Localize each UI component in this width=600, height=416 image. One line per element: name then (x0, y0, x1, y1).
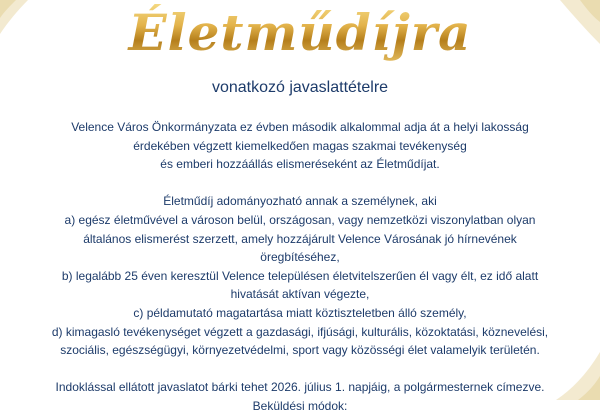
intro-line: és emberi hozzáállás elismeréseként az Életműdíjat. (160, 157, 440, 172)
criteria-line: szociális, egészségügyi, környezetvédelmi, sport vagy közösségi élet valamelyik területén. (60, 343, 540, 358)
criteria-line: hivatását aktívan végezte, (230, 287, 370, 302)
page-subtitle: vonatkozó javaslattételre (211, 79, 389, 96)
criteria-line: c) példamutató magatartása miatt köztiszteletben álló személy, (133, 305, 467, 320)
criteria-line: a) egész életművével a városon belül, országosan, vagy nemzetközi viszonylatban olyan (64, 212, 536, 227)
page-title: Életműdíjra (0, 2, 600, 64)
paragraph-gap (0, 360, 600, 379)
intro-line: Velence Város Önkormányzata ez évben második alkalommal adja át a helyi lakosság (71, 120, 529, 134)
criteria-line: d) kimagasló tevékenységet végzett a gazdasági, ifjúsági, kulturális, közoktatási, köznevelési, (51, 324, 549, 339)
closing-line: Indoklással ellátott javaslatot bárki tehet 2026. július 1. napjáig, a polgármesternek címezve. (55, 380, 545, 395)
criteria-heading: Életműdíj adományozható annak a személynek, aki (163, 194, 437, 209)
criteria-line: általános elismerést szerzett, amely hozzájárult Velence Városának jó hírnevének (83, 231, 517, 246)
document-body (0, 118, 600, 416)
paragraph-gap (0, 174, 600, 193)
intro-line: érdekében végzett kiemelkedően magas szakmai tevékenység (133, 138, 467, 153)
criteria-line: b) legalább 25 éven keresztül Velence településen életvitelszerűen él vagy élt, ez idő alatt (61, 268, 539, 283)
submission-methods-heading: Beküldési módok: (252, 398, 348, 413)
criteria-line: öregbítéséhez, (260, 250, 340, 265)
